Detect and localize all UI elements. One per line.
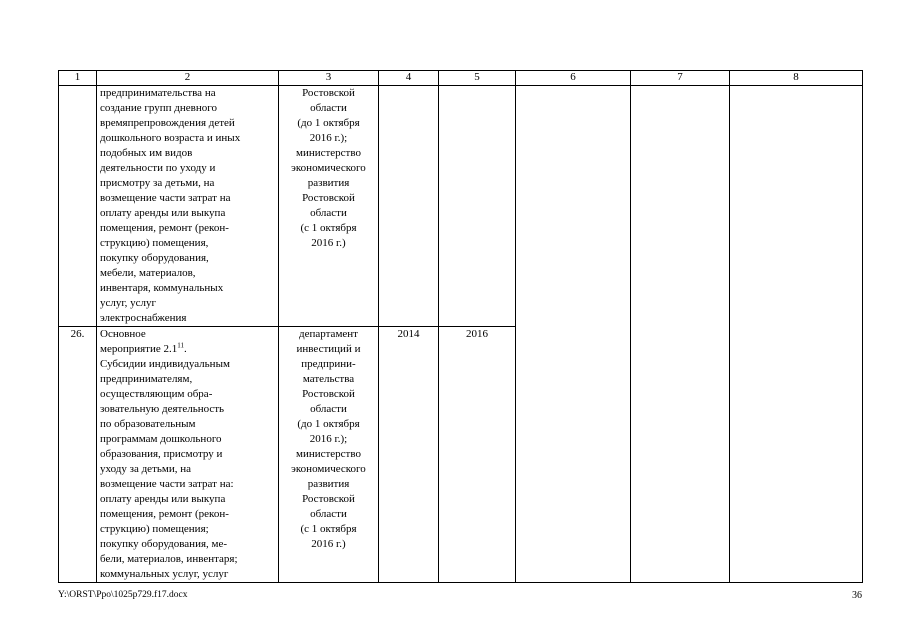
executor-cell: департамент инвестиций и предприни- мательства Ростовской области (до 1 октября 2016 г.); министерство экономического развития Ростовской области (с 1 октября 2016 г.) [279,327,379,583]
header-row [59,71,863,86]
event-name-line [100,342,275,357]
event-name-cell [97,327,279,583]
end-year-cell [439,86,516,327]
start-year-cell: 2014 [379,327,439,583]
page-number: 36 [852,590,862,601]
consequence-cell [631,86,730,583]
file-path: Y:\ORST\Ppo\1025p729.f17.docx [58,590,188,600]
event-name-text: мероприятие 2.1 [100,343,178,355]
table-row [59,86,863,327]
column-header-1: 1 [59,71,97,86]
row-number-cell: 26. [59,327,97,583]
column-header-5: 5 [439,71,516,86]
row-number-cell [59,86,97,327]
column-header-7: 7 [631,71,730,86]
footnote-ref: 11 [177,341,185,350]
event-name-line: Основное [100,328,146,340]
program-table [58,70,863,583]
event-description: Субсидии индивидуальным предпринимателям, осуществляющим обра- зовательную деятельность по образовательным программам дошкольного образования, присмотру и уходу за детьми, на возмещение части затрат на: оплату аренды или выкупа помещения, ремонт (рекон- струкцию) помещения; покупку оборудования, ме- бели, материалов, инвентаря; коммунальных услуг, услуг [100,358,238,580]
column-header-2: 2 [97,71,279,86]
result-cell [516,86,631,583]
column-header-8: 8 [730,71,863,86]
event-name-punct: . [184,343,187,355]
executor-cell: Ростовской области (до 1 октября 2016 г.); министерство экономического развития Ростовской области (с 1 октября 2016 г.) [279,86,379,327]
event-name-cell: предпринимательства на создание групп дневного времяпрепровождения детей дошкольного возраста и иных подобных им видов деятельности по уходу и присмотру за детьми, на возмещение части затрат на оплату аренды или выкупа помещения, ремонт (рекон- струкцию) помещения, покупку оборудования, мебели, материалов, инвентаря, коммунальных услуг, услуг электроснабжения [97,86,279,327]
column-header-6: 6 [516,71,631,86]
end-year-cell: 2016 [439,327,516,583]
indicator-link-cell [730,86,863,583]
start-year-cell [379,86,439,327]
column-header-3: 3 [279,71,379,86]
column-header-4: 4 [379,71,439,86]
